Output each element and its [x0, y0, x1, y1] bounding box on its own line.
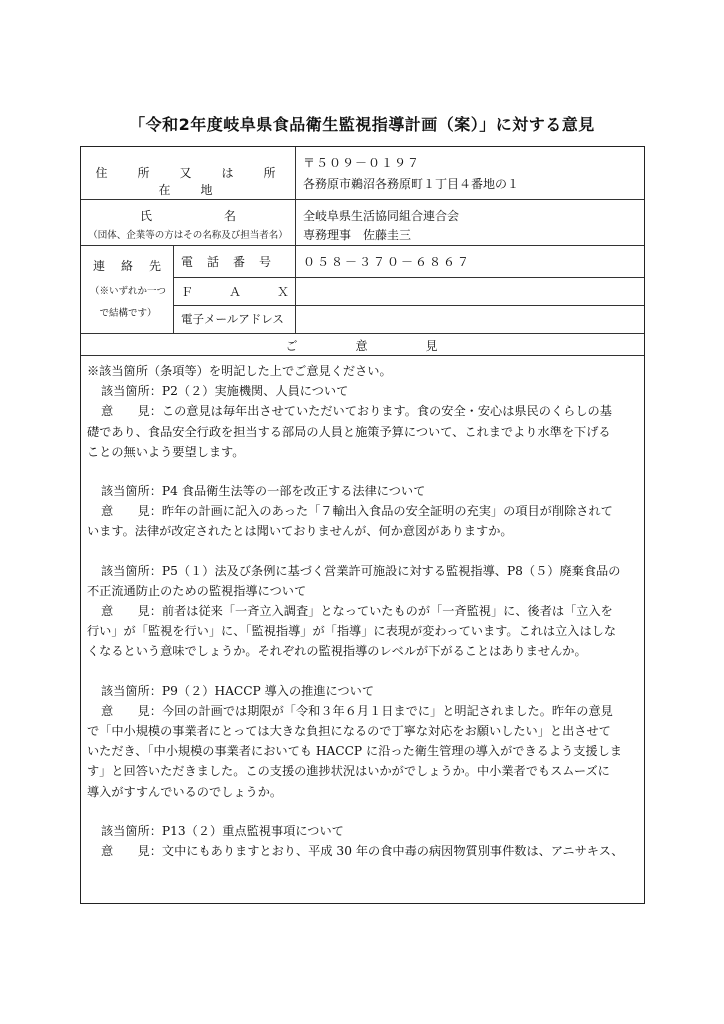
section-reference: 不正流通防止のための監視指導について [87, 583, 307, 598]
contact-note: （※いずれか一つ [89, 286, 166, 297]
person-name: 専務理事 佐藤圭三 [303, 228, 412, 242]
document-title: 「令和2年度岐阜県食品衛生監視指導計画（案）」に対する意見 [129, 115, 595, 134]
opinion-form [80, 146, 645, 904]
row-divider [81, 245, 644, 246]
postal-code: 〒５０９－０１９７ [303, 156, 421, 170]
email-label: 電子メールアドレス [181, 312, 284, 326]
column-divider [173, 245, 174, 333]
opinion-header: ご 意 見 [285, 339, 440, 353]
opinion-line: います。法律が改定されたとは聞いておりませんが、何か意図がありますか。 [87, 524, 513, 539]
row-divider [173, 305, 644, 306]
section-reference: 該当箇所：P5（１）法及び条例に基づく営業許可施設に対する監視指導、P8（５）廃棄食品の [101, 563, 621, 578]
section-reference: 該当箇所：P9（２）HACCP 導入の推進について [101, 683, 375, 698]
opinion-line: ことの無いよう要望します。 [87, 444, 245, 459]
contact-label: 連 絡 先 [92, 259, 163, 273]
opinion-line: す」と回答いただきました。この支援の進捗状況はいかがでしょうか。中小業者でもスムーズに [87, 764, 610, 779]
name-label: 氏 名 [139, 209, 236, 223]
phone-label: 電 話 番 号 [181, 255, 273, 269]
section-reference: 該当箇所：P2（２）実施機関、人員について [101, 384, 349, 399]
section-reference: 該当箇所：P13（２）重点監視事項について [101, 823, 344, 838]
address-value: 各務原市鵜沼各務原町１丁目４番地の１ [303, 177, 520, 191]
address-label: 住 所 又 は 所 在 地 [95, 166, 306, 197]
opinion-line: いただき、「中小規模の事業者においても HACCP に沿った衛生管理の導入ができるよう支援しま [87, 744, 622, 759]
opinion-line: 礎であり、食品安全行政を担当する部局の人員と施策予算について、これまでより水準を下げる [87, 424, 611, 439]
row-divider [81, 199, 644, 200]
row-divider [81, 333, 644, 334]
opinion-line: 意 見：今回の計画では期限が「令和３年６月１日までに」と明記されました。昨年の意見 [101, 703, 613, 718]
organization-name: 全岐阜県生活協同組合連合会 [303, 209, 460, 223]
opinion-line: 意 見：昨年の計画に記入のあった「７輸出入食品の安全証明の充実」の項目が削除されて [101, 504, 613, 519]
phone-value: ０５８－３７０－６８６７ [303, 255, 472, 269]
opinion-line: で「中小規模の事業者にとっては大きな負担になるので丁寧な対応をお願いしたい」と出させて [87, 724, 611, 739]
instruction-text: ※該当箇所（条項等）を明記した上でご意見ください。 [87, 364, 392, 378]
row-divider [81, 355, 644, 356]
row-divider [173, 277, 644, 278]
opinion-line: 行い」が「監視を行い」に、「監視指導」が「指導」に表現が変わっています。これは立入はしな [87, 624, 617, 639]
opinion-line: 意 見：前者は従来「一斉立入調査」となっていたものが「一斉監視」に、後者は「立入を [101, 604, 613, 619]
fax-label: Ｆ Ａ Ｘ [181, 285, 290, 299]
opinion-line: 意 見：文中にもありますとおり、平成 30 年の食中毒の病因物質別事件数は、アニサキス、 [101, 844, 624, 859]
name-note: （団体、企業等の方はその名称及び担当者名） [88, 230, 288, 241]
contact-note: で結構です） [99, 308, 157, 319]
opinion-body [87, 361, 639, 861]
section-reference: 該当箇所：P4 食品衛生法等の一部を改正する法律について [101, 484, 426, 499]
opinion-line: くなるという意味でしょうか。それぞれの監視指導のレベルが下がることはありませんか。 [87, 644, 587, 659]
opinion-line: 意 見：この意見は毎年出させていただいております。食の安全・安心は県民のくらしの基 [101, 404, 612, 419]
opinion-line: 導入がすすんでいるのでしょうか。 [87, 784, 283, 799]
